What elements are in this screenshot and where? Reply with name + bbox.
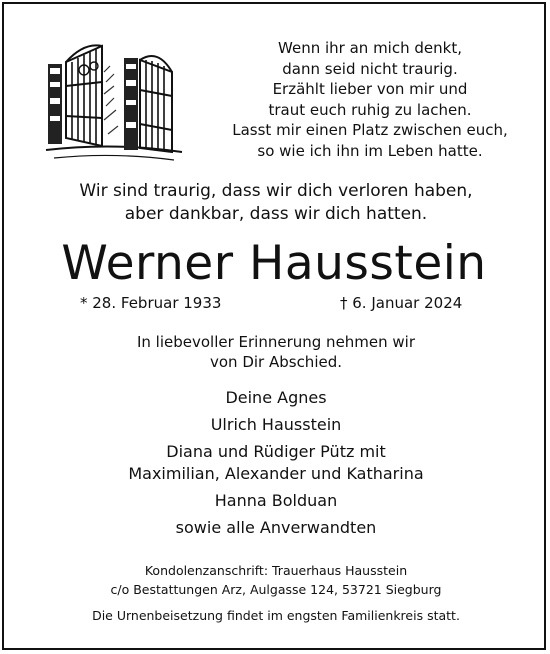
poem-line: dann seid nicht traurig. [282,59,458,78]
mourner: Maximilian, Alexander und Katharina [128,464,424,483]
mourners-list [24,387,528,544]
contact-line: Kondolenzanschrift: Trauerhaus Hausstein [144,563,408,578]
burial-note: Die Urnenbeisetzung findet im engsten Familienkreis statt. [92,608,460,623]
mourner: Hanna Bolduan [214,491,338,510]
sentiment-text [24,180,528,226]
death-date: † 6. Januar 2024 [340,294,463,312]
memory-text [24,332,528,372]
poem-line: Erzählt lieber von mir und [272,80,468,98]
mourner: Diana und Rüdiger Pütz mit [166,442,386,461]
poem-line: Wenn ihr an mich denkt, [278,39,462,57]
poem-line: Lasst mir einen Platz zwischen euch, [232,121,508,139]
poem [210,38,530,161]
poem-line: traut euch ruhig zu lachen. [268,100,472,119]
open-garden-gate-icon [44,42,184,162]
mourner-group [24,441,528,485]
sentiment-line: Wir sind traurig, dass wir dich verloren haben, [79,181,473,201]
deceased-name: Werner Hausstein [61,236,487,291]
memory-line: In liebevoller Erinnerung nehmen wir [136,333,416,351]
memory-line: von Dir Abschied. [209,353,343,371]
sentiment-line: aber dankbar, dass wir dich hatten. [124,204,428,224]
poem-line: so wie ich ihn im Leben hatte. [257,141,483,160]
birth-date: * 28. Februar 1933 [80,294,222,312]
obituary-card [2,2,546,650]
mourner: Deine Agnes [225,388,327,407]
mourner: Ulrich Hausstein [210,415,342,434]
contact-line: c/o Bestattungen Arz, Aulgasse 124, 53721 Siegburg [110,582,442,597]
condolence-address [24,561,528,599]
mourner: sowie alle Anverwandten [175,518,377,537]
